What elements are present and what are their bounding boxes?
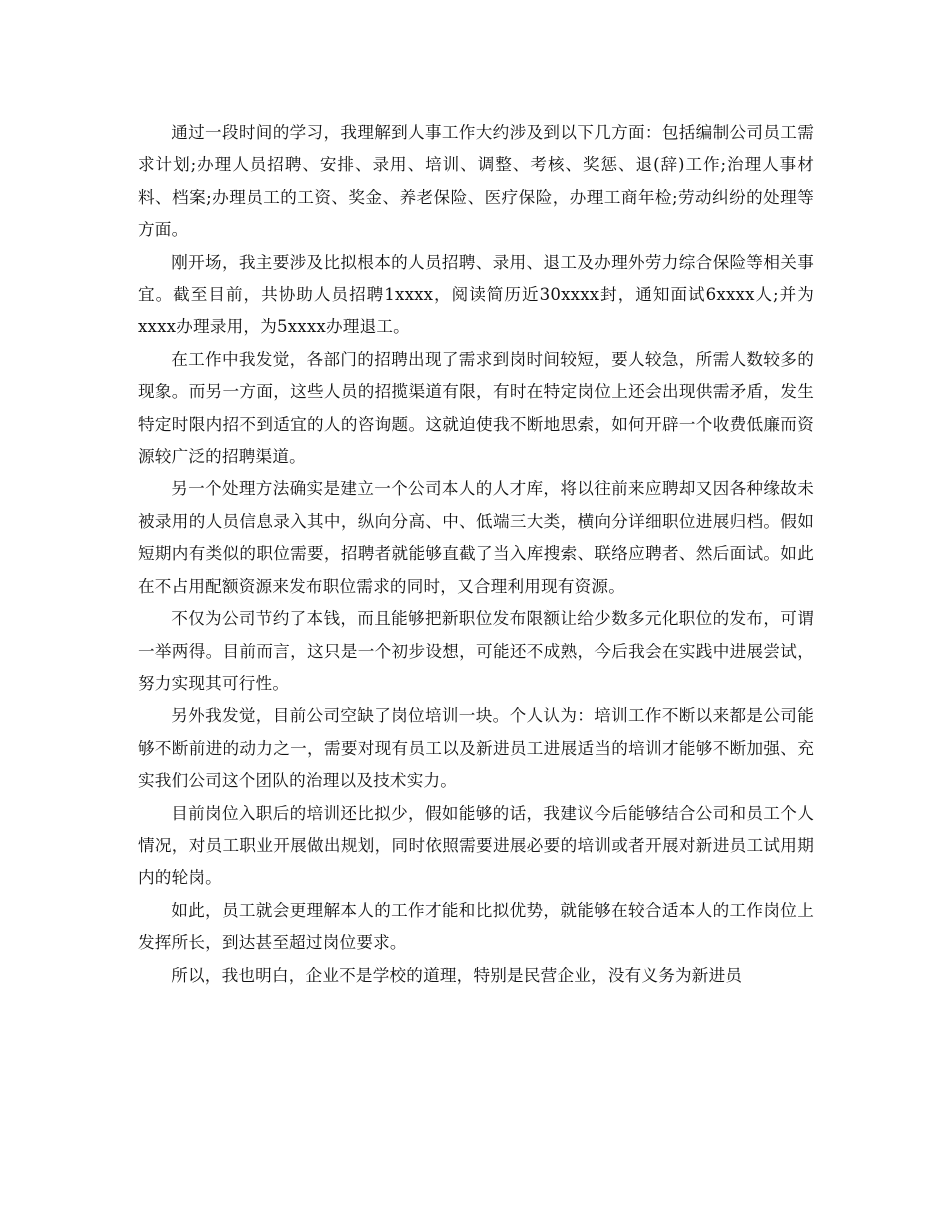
paragraph-7: 目前岗位入职后的培训还比拟少，假如能够的话，我建议今后能够结合公司和员工个人情况，对员工职业开展做出规划，同时依照需要进展必要的培训或者开展对新进员工试用期内的轮岗。 <box>138 803 814 888</box>
paragraph-3: 在工作中我发觉，各部门的招聘出现了需求到岗时间较短，要人较急，所需人数较多的现象。而另一方面，这些人员的招揽渠道有限，有时在特定岗位上还会出现供需矛盾，发生特定时限内招不到适宜的人的咨询题。这就迫使我不断地思索，如何开辟一个收费低廉而资源较广泛的招聘渠道。 <box>138 349 814 467</box>
paragraph-4: 另一个处理方法确实是建立一个公司本人的人才库，将以往前来应聘却又因各种缘故未被录用的人员信息录入其中，纵向分高、中、低端三大类，横向分详细职位进展归档。假如短期内有类似的职位需要，招聘者就能够直截了当入库搜索、联络应聘者、然后面试。如此在不占用配额资源来发布职位需求的同时，又合理利用现有资源。 <box>138 479 814 596</box>
paragraph-5: 不仅为公司节约了本钱，而且能够把新职位发布限额让给少数多元化职位的发布，可谓一举两得。目前而言，这只是一个初步设想，可能还不成熟，今后我会在实践中进展尝试，努力实现其可行性。 <box>138 609 814 693</box>
paragraph-1: 通过一段时间的学习，我理解到人事工作大约涉及到以下几方面：包括编制公司员工需求计划;办理人员招聘、安排、录用、培训、调整、考核、奖惩、退(辞)工作;治理人事材料、档案;办理员工的工资、奖金、养老保险、医疗保险，办理工商年检;劳动纠纷的处理等方面。 <box>138 123 814 240</box>
paragraph-6: 另外我发觉，目前公司空缺了岗位培训一块。个人认为：培训工作不断以来都是公司能够不断前进的动力之一，需要对现有员工以及新进员工进展适当的培训才能够不断加强、充实我们公司这个团队的治理以及技术实力。 <box>138 706 814 791</box>
document-body <box>138 117 814 992</box>
paragraph-2: 刚开场，我主要涉及比拟根本的人员招聘、录用、退工及办理外劳力综合保险等相关事宜。截至目前，共协助人员招聘1xxxx，阅读简历近30xxxx封，通知面试6xxxx人;并为xxxx办理录用，为5xxxx办理退工。 <box>138 252 814 337</box>
paragraph-8: 如此，员工就会更理解本人的工作才能和比拟优势，就能够在较合适本人的工作岗位上发挥所长，到达甚至超过岗位要求。 <box>138 900 814 953</box>
paragraph-9: 所以，我也明白，企业不是学校的道理，特别是民营企业，没有义务为新进员 <box>171 965 743 985</box>
